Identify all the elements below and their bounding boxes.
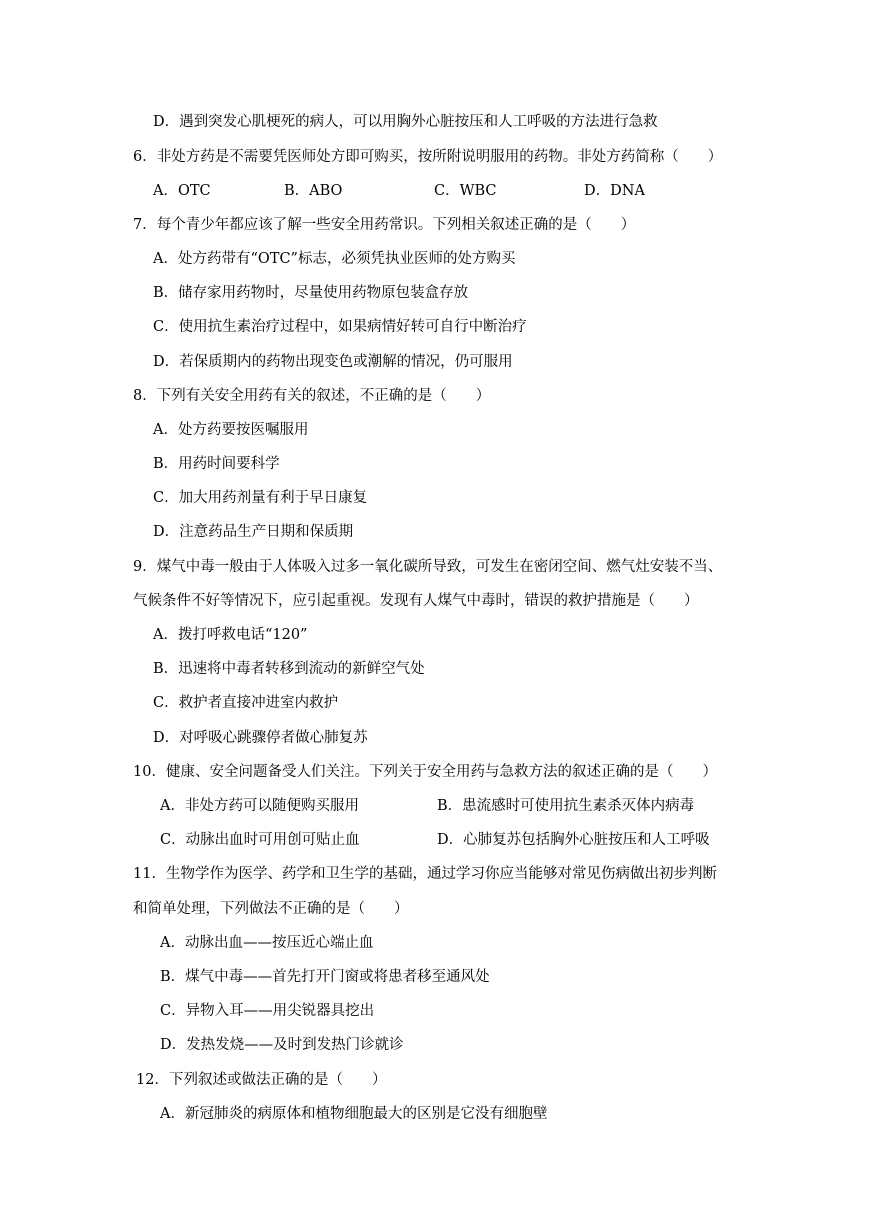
q8-stem: 8．下列有关安全用药有关的叙述，不正确的是（ ） xyxy=(133,388,491,404)
q7-option-a: A．处方药带有“OTC”标志，必须凭执业医师的处方购买 xyxy=(153,251,516,267)
q8-option-c: C．加大用药剂量有利于早日康复 xyxy=(153,490,368,506)
q9-option-b: B．迅速将中毒者转移到流动的新鲜空气处 xyxy=(153,661,425,677)
q10-option-c: C．动脉出血时可用创可贴止血 xyxy=(160,832,360,848)
q11-option-d: D．发热发烧——及时到发热门诊就诊 xyxy=(160,1037,404,1053)
q7-option-b: B．储存家用药物时，尽量使用药物原包装盒存放 xyxy=(153,285,469,301)
q8-option-a: A．处方药要按医嘱服用 xyxy=(153,422,309,438)
q11-option-b: B．煤气中毒——首先打开门窗或将患者移至通风处 xyxy=(160,969,490,985)
q10-option-d: D．心肺复苏包括胸外心脏按压和人工呼吸 xyxy=(437,832,710,848)
q11-option-a: A．动脉出血——按压近心端止血 xyxy=(160,935,374,951)
q8-option-b: B．用药时间要科学 xyxy=(153,456,280,472)
q5-option-d: D．遇到突发心肌梗死的病人，可以用胸外心脏按压和人工呼吸的方法进行急救 xyxy=(153,114,658,130)
q10-option-a: A．非处方药可以随便购买服用 xyxy=(160,798,359,814)
q10-option-b: B．患流感时可使用抗生素杀灭体内病毒 xyxy=(437,798,695,814)
q6-stem: 6．非处方药是不需要凭医师处方即可购买，按所附说明服用的药物。非处方药简称（ ） xyxy=(133,149,723,165)
q6-option-b: B．ABO xyxy=(284,183,343,199)
q11-stem-line2: 和简单处理，下列做法不正确的是（ ） xyxy=(133,901,409,917)
q8-option-d: D．注意药品生产日期和保质期 xyxy=(153,524,354,540)
q6-option-d: D．DNA xyxy=(584,183,645,199)
q11-option-c: C．异物入耳——用尖锐器具挖出 xyxy=(160,1003,375,1019)
q6-option-c: C．WBC xyxy=(434,183,497,199)
q12-option-a: A．新冠肺炎的病原体和植物细胞最大的区别是它没有细胞壁 xyxy=(160,1106,548,1122)
q11-stem-line1: 11．生物学作为医学、药学和卫生学的基础，通过学习你应当能够对常见伤病做出初步判断 xyxy=(133,866,717,882)
q9-option-c: C．救护者直接冲进室内救护 xyxy=(153,695,339,711)
q9-option-a: A．拨打呼救电话“120” xyxy=(153,627,308,643)
q7-stem: 7．每个青少年都应该了解一些安全用药常识。下列相关叙述正确的是（ ） xyxy=(133,217,636,233)
q7-option-c: C．使用抗生素治疗过程中，如果病情好转可自行中断治疗 xyxy=(153,319,527,335)
q10-stem: 10．健康、安全问题备受人们关注。下列关于安全用药与急救方法的叙述正确的是（ ） xyxy=(133,764,717,780)
q7-option-d: D．若保质期内的药物出现变色或潮解的情况，仍可服用 xyxy=(153,354,513,370)
q6-option-a: A．OTC xyxy=(153,183,211,199)
q9-option-d: D．对呼吸心跳骤停者做心肺复苏 xyxy=(153,730,368,746)
q12-stem: 12．下列叙述或做法正确的是（ ） xyxy=(136,1072,387,1088)
q9-stem-line1: 9．煤气中毒一般由于人体吸入过多一氧化碳所导致，可发生在密闭空间、燃气灶安装不当、 xyxy=(133,559,723,575)
q9-stem-line2: 气候条件不好等情况下，应引起重视。发现有人煤气中毒时，错误的救护措施是（ ） xyxy=(133,593,699,609)
